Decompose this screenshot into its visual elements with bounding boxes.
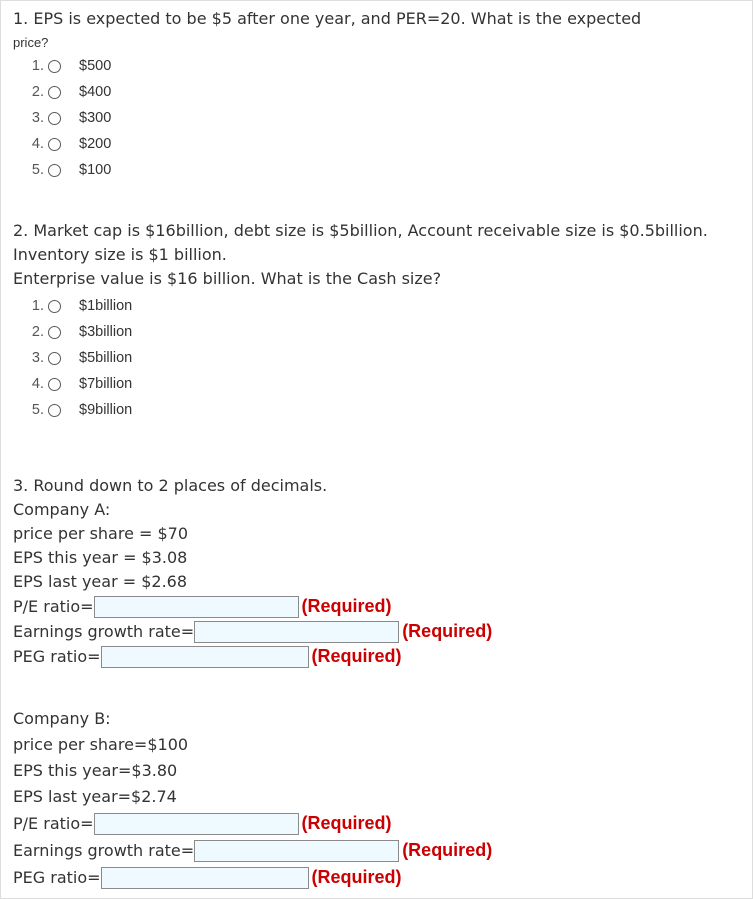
company-b-title: Company B: xyxy=(13,709,111,728)
radio-button[interactable] xyxy=(48,164,61,177)
option-3[interactable]: 3. $300 xyxy=(31,110,112,126)
option-4[interactable]: 4. $7billion xyxy=(31,376,133,392)
question-1 xyxy=(13,7,641,183)
field-label: PEG ratio= xyxy=(13,647,101,666)
question-2-line-1: 2. Market cap is $16billion, debt size is $5billion, Account receivable size is $0.5billion. xyxy=(13,221,708,240)
field-label: P/E ratio= xyxy=(13,597,94,616)
company-a-eps-last-year: EPS last year = $2.68 xyxy=(13,572,188,591)
required-label: (Required) xyxy=(402,840,493,860)
company-a-peg-ratio-input[interactable] xyxy=(101,646,309,668)
radio-button[interactable] xyxy=(48,352,61,365)
company-b-eps-this-year: EPS this year=$3.80 xyxy=(13,761,178,780)
radio-button[interactable] xyxy=(48,86,61,99)
company-a-growth-row xyxy=(13,619,492,644)
radio-button[interactable] xyxy=(48,378,61,391)
question-3-intro: 3. Round down to 2 places of decimals. xyxy=(13,476,328,495)
field-label: PEG ratio= xyxy=(13,868,101,887)
required-label: (Required) xyxy=(301,596,392,616)
question-2-line-3: Enterprise value is $16 billion. What is the Cash size? xyxy=(13,269,442,288)
spacer xyxy=(13,669,492,706)
company-a-pe-ratio-input[interactable] xyxy=(94,596,299,618)
field-label: Earnings growth rate= xyxy=(13,622,195,641)
company-b-peg-row xyxy=(13,864,492,891)
required-label: (Required) xyxy=(301,813,392,833)
radio-button[interactable] xyxy=(48,138,61,151)
required-label: (Required) xyxy=(311,867,402,887)
company-b-eps-last-year: EPS last year=$2.74 xyxy=(13,787,177,806)
radio-button[interactable] xyxy=(48,60,61,73)
company-a-title: Company A: xyxy=(13,500,111,519)
option-1[interactable]: 1. $500 xyxy=(31,58,112,74)
company-a-price: price per share = $70 xyxy=(13,524,189,543)
company-b-earnings-growth-input[interactable] xyxy=(194,840,399,862)
option-3[interactable]: 3. $5billion xyxy=(31,350,133,366)
radio-button[interactable] xyxy=(48,326,61,339)
company-b-pe-ratio-input[interactable] xyxy=(94,813,299,835)
question-2-options xyxy=(13,293,708,423)
company-b-growth-row xyxy=(13,837,492,864)
radio-button[interactable] xyxy=(48,112,61,125)
question-1-text: 1. EPS is expected to be $5 after one year, and PER=20. What is the expected xyxy=(13,9,642,28)
question-2-line-2: Inventory size is $1 billion. xyxy=(13,245,227,264)
company-a-eps-this-year: EPS this year = $3.08 xyxy=(13,548,188,567)
radio-button[interactable] xyxy=(48,404,61,417)
question-2 xyxy=(13,219,708,423)
required-label: (Required) xyxy=(402,621,493,641)
company-b-peg-ratio-input[interactable] xyxy=(101,867,309,889)
company-b-pe-row xyxy=(13,810,492,837)
question-1-text-cont: price? xyxy=(13,35,49,50)
field-label: Earnings growth rate= xyxy=(13,841,195,860)
company-a-peg-row xyxy=(13,644,492,669)
radio-button[interactable] xyxy=(48,300,61,313)
company-a-pe-row xyxy=(13,594,492,619)
option-2[interactable]: 2. $3billion xyxy=(31,324,133,340)
company-b-price: price per share=$100 xyxy=(13,735,189,754)
option-2[interactable]: 2. $400 xyxy=(31,84,112,100)
required-label: (Required) xyxy=(311,646,402,666)
question-1-options xyxy=(13,53,641,183)
company-a-earnings-growth-input[interactable] xyxy=(194,621,399,643)
option-5[interactable]: 5. $9billion xyxy=(31,402,133,418)
option-4[interactable]: 4. $200 xyxy=(31,136,112,152)
option-5[interactable]: 5. $100 xyxy=(31,162,112,178)
option-1[interactable]: 1. $1billion xyxy=(31,298,133,314)
field-label: P/E ratio= xyxy=(13,814,94,833)
question-3 xyxy=(13,474,492,891)
